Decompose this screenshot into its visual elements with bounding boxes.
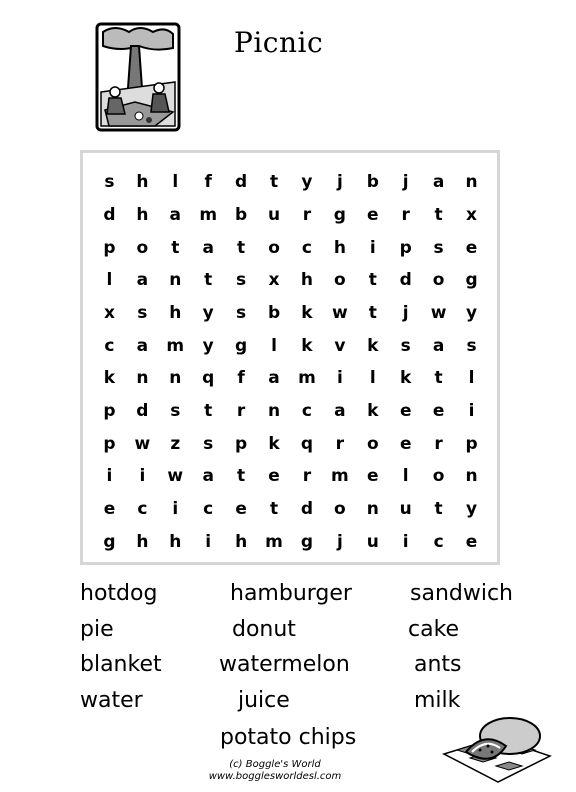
grid-letter: s (104, 172, 115, 193)
grid-letter: h (169, 531, 182, 552)
grid-letter: s (236, 270, 247, 291)
grid-letter: h (136, 531, 149, 552)
grid-letter: m (298, 368, 316, 389)
grid-letter: k (268, 433, 280, 454)
grid-letter: k (301, 335, 313, 356)
grid-letter: g (300, 531, 314, 552)
grid-letter: e (399, 433, 412, 454)
grid-letter: h (136, 204, 149, 225)
footer (200, 759, 350, 783)
grid-letter: m (265, 531, 283, 552)
grid-letter: d (235, 172, 248, 193)
grid-letter: e (432, 400, 445, 421)
grid-letter: c (104, 335, 115, 356)
grid-letter: l (402, 466, 409, 487)
grid-letter: u (399, 498, 412, 519)
grid-letter: a (202, 466, 214, 487)
grid-letter: h (235, 531, 248, 552)
word-list-item: watermelon (219, 652, 350, 677)
grid-letter: h (300, 270, 313, 291)
grid-letter: i (106, 466, 113, 487)
grid-letter: i (172, 498, 179, 519)
page-title: Picnic (234, 26, 324, 59)
grid-letter: j (336, 531, 343, 552)
grid-letter: r (302, 204, 312, 225)
grid-letter: h (169, 302, 182, 323)
grid-letter: c (203, 498, 214, 519)
grid-letter: x (466, 204, 478, 225)
grid-letter: j (336, 172, 343, 193)
grid-letter: t (368, 302, 377, 323)
grid-letter: b (366, 172, 379, 193)
grid-letter: h (136, 172, 149, 193)
grid-letter: l (172, 172, 179, 193)
grid-letter: b (267, 302, 281, 323)
grid-letter: k (103, 368, 116, 389)
grid-letter: s (466, 335, 477, 356)
grid-letter: n (465, 466, 478, 487)
grid-letter: d (300, 498, 314, 519)
word-list-item: pie (80, 617, 114, 642)
grid-letter: a (169, 204, 182, 225)
grid-letter: p (103, 433, 116, 454)
grid-letter: k (367, 400, 379, 421)
grid-letter: t (171, 237, 180, 258)
grid-letter: k (367, 335, 379, 356)
grid-letter: n (366, 498, 379, 519)
grid-letter: c (433, 531, 444, 552)
word-list-item: sandwich (410, 581, 513, 606)
grid-letter: i (336, 368, 343, 389)
grid-letter: a (432, 172, 445, 193)
grid-letter: j (402, 302, 409, 323)
grid-letter: l (369, 368, 376, 389)
grid-letter: w (134, 433, 151, 454)
grid-letter: o (432, 466, 445, 487)
grid-letter: g (333, 204, 346, 225)
grid-letter: p (103, 237, 116, 258)
grid-letter: m (166, 335, 185, 356)
grid-letter: c (301, 400, 312, 421)
grid-letter: h (333, 237, 346, 258)
grid-letter: o (432, 270, 445, 291)
grid-letter: j (402, 172, 409, 193)
grid-letter: a (202, 237, 214, 258)
grid-letter: e (367, 204, 379, 225)
grid-letter: l (106, 270, 113, 291)
grid-letter: k (301, 302, 313, 323)
grid-letter: y (202, 335, 214, 356)
grid-letter: d (399, 270, 412, 291)
grid-letter: c (301, 237, 312, 258)
word-list-item: donut (232, 617, 296, 642)
grid-letter: p (465, 433, 478, 454)
grid-letter: l (468, 368, 475, 389)
grid-letter: a (334, 400, 346, 421)
grid-letter: s (203, 433, 214, 454)
grid-letter: q (202, 368, 215, 389)
grid-letter: y (202, 302, 214, 323)
grid-letter: e (367, 466, 379, 487)
grid-letter: e (103, 498, 116, 519)
grid-letter: a (268, 368, 280, 389)
grid-letter: s (400, 335, 411, 356)
grid-letter: m (331, 466, 349, 487)
grid-letter: x (268, 270, 280, 291)
grid-letter: o (136, 237, 149, 258)
grid-letter: q (300, 433, 314, 454)
grid-letter: c (137, 498, 148, 519)
grid-letter: p (103, 400, 116, 421)
grid-letter: t (204, 400, 213, 421)
grid-letter: y (301, 172, 313, 193)
grid-letter: w (167, 466, 184, 487)
grid-letter: r (434, 433, 443, 454)
word-search-grid (93, 166, 488, 558)
grid-letter: m (199, 204, 218, 225)
grid-letter: g (465, 270, 478, 291)
grid-letter: s (433, 237, 444, 258)
word-list-item: milk (414, 688, 461, 713)
grid-letter: p (399, 237, 412, 258)
grid-letter: s (170, 400, 181, 421)
grid-letter: y (465, 498, 478, 519)
grid-letter: a (432, 335, 445, 356)
word-list-item: cake (408, 617, 460, 642)
grid-letter: i (468, 400, 475, 421)
grid-letter: i (402, 531, 409, 552)
grid-letter: s (236, 302, 247, 323)
grid-letter: e (465, 237, 478, 258)
grid-letter: r (302, 466, 312, 487)
grid-letter: t (269, 498, 279, 519)
grid-letter: t (434, 498, 443, 519)
word-list-item: potato chips (220, 725, 357, 750)
grid-letter: n (136, 368, 149, 389)
grid-letter: u (267, 204, 281, 225)
grid-letter: r (236, 400, 246, 421)
grid-letter: s (137, 302, 148, 323)
grid-letter: w (332, 302, 348, 323)
grid-letter: t (237, 237, 246, 258)
grid-letter: f (204, 172, 212, 193)
grid-letter: g (235, 335, 248, 356)
website-url: www.bogglesworldesl.com (208, 771, 342, 782)
grid-letter: g (103, 531, 116, 552)
grid-letter: t (434, 204, 443, 225)
word-list-item: juice (238, 688, 290, 713)
grid-letter: a (136, 270, 149, 291)
grid-letter: u (366, 531, 379, 552)
grid-letter: e (465, 531, 478, 552)
grid-letter: y (465, 302, 478, 323)
word-list-item: hamburger (230, 581, 352, 606)
grid-letter: o (334, 270, 346, 291)
grid-letter: t (237, 466, 246, 487)
grid-letter: t (204, 270, 213, 291)
word-list-item: blanket (80, 652, 162, 677)
grid-letter: f (237, 368, 245, 389)
grid-letter: r (401, 204, 410, 225)
grid-letter: n (267, 400, 281, 421)
grid-letter: b (235, 204, 248, 225)
grid-letter: r (335, 433, 345, 454)
grid-letter: e (268, 466, 280, 487)
grid-letter: l (271, 335, 277, 356)
grid-letter: i (205, 531, 212, 552)
grid-letter: z (170, 433, 181, 454)
word-list-item: hotdog (80, 581, 158, 606)
grid-letter: t (434, 368, 443, 389)
grid-letter: t (368, 270, 377, 291)
grid-letter: d (136, 400, 149, 421)
grid-letter: x (103, 302, 115, 323)
grid-letter: k (400, 368, 412, 389)
grid-letter: p (235, 433, 248, 454)
watermelon-on-blanket-illustration (440, 710, 552, 785)
word-list-item: ants (414, 652, 462, 677)
grid-letter: n (169, 368, 182, 389)
grid-letter: d (103, 204, 116, 225)
grid-letter: e (399, 400, 412, 421)
word-list-item: water (80, 688, 143, 713)
copyright-text: (c) Boggle's World (229, 759, 321, 770)
grid-letter: o (268, 237, 280, 258)
grid-letter: i (369, 237, 376, 258)
grid-letter: n (465, 172, 478, 193)
grid-letter: w (430, 302, 447, 323)
grid-letter: e (235, 498, 247, 519)
grid-letter: o (334, 498, 346, 519)
grid-letter: v (334, 335, 346, 356)
grid-letter: t (269, 172, 279, 193)
grid-letter: a (136, 335, 149, 356)
grid-letter: n (169, 270, 182, 291)
picnic-scene-illustration (95, 22, 181, 132)
grid-letter: i (139, 466, 146, 487)
grid-letter: o (366, 433, 379, 454)
